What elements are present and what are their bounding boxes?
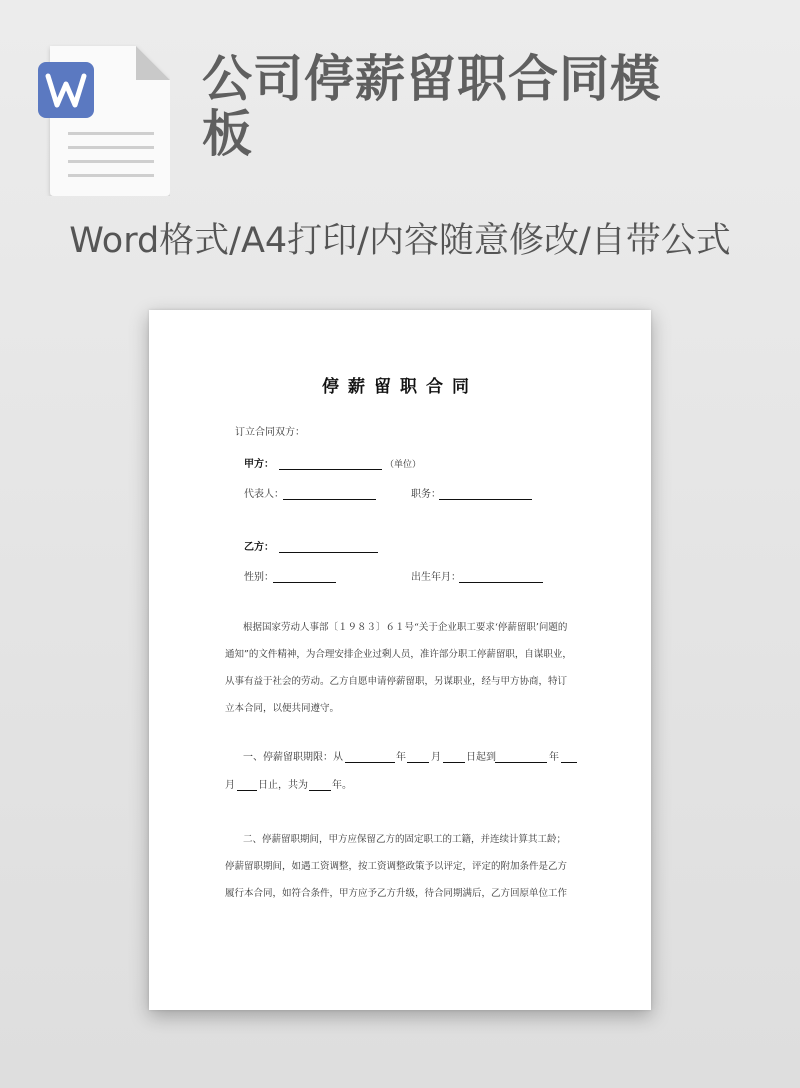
position-label: 职务：: [411, 489, 441, 500]
clause1-prefix: 一、停薪留职期限：从: [243, 752, 343, 763]
representative-blank: [283, 499, 376, 500]
page-title: 公司停薪留职合同模板: [202, 50, 661, 163]
page-subtitle: Word格式/A4打印/内容随意修改/自带公式: [69, 221, 731, 261]
clause1-end: 日止，共为: [258, 780, 308, 791]
party-a-label: 甲方：: [244, 459, 274, 470]
party-b-label: 乙方：: [244, 542, 274, 553]
party-b-blank: [279, 552, 378, 553]
party-a-unit-note: （单位）: [385, 460, 422, 470]
preamble-line: 从事有益于社会的劳动。乙方自愿申请停薪留职，另谋职业，经与甲方协商，特订: [225, 676, 568, 687]
clause1-blank-end-day: [237, 790, 257, 791]
clause1-blank-month: [407, 762, 429, 763]
party-a-blank: [279, 469, 382, 470]
preamble-line: 立本合同，以便共同遵守。: [225, 703, 340, 714]
preamble-line: 根据国家劳动人事部〔１９８３〕６１号“关于企业职工要求‘停薪留职’问题的: [243, 622, 568, 633]
clause1-month: 月: [431, 752, 441, 763]
representative-label: 代表人：: [244, 489, 284, 500]
clause1-blank-end-year: [495, 762, 547, 763]
intro-text: 订立合同双方：: [235, 427, 305, 438]
gender-blank: [273, 582, 336, 583]
clause1-blank-end-month: [561, 762, 577, 763]
birth-label: 出生年月：: [411, 572, 461, 583]
clause1-line2-month: 月: [225, 780, 235, 791]
word-file-icon: [38, 44, 170, 196]
clause1-start: 日起到: [466, 752, 496, 763]
clause2-line: 停薪留职期间，如遇工资调整，按工资调整政策予以评定，评定的附加条件是乙方: [225, 861, 568, 872]
document-preview: [149, 310, 651, 1010]
preamble-line: 通知”的文件精神，为合理安排企业过剩人员，准许部分职工停薪留职，自谋职业，: [225, 649, 572, 660]
clause1-end-year: 年: [549, 752, 559, 763]
clause1-blank-day: [443, 762, 465, 763]
birth-blank: [459, 582, 543, 583]
preamble-paragraph: [225, 614, 579, 722]
clause1-suffix: 年。: [332, 780, 352, 791]
clause1-blank-total: [309, 790, 331, 791]
clause2-paragraph: [225, 826, 579, 907]
clause1-blank-year: [345, 762, 395, 763]
position-blank: [439, 499, 532, 500]
clause2-line: 履行本合同，如符合条件，甲方应予乙方升级，待合同期满后，乙方回原单位工作: [225, 888, 568, 899]
gender-label: 性别：: [244, 572, 274, 583]
clause1-year: 年: [396, 752, 406, 763]
document-title: 停薪留职合同: [322, 377, 478, 397]
clause2-line: 二、停薪留职期间，甲方应保留乙方的固定职工的工籍，并连续计算其工龄；: [243, 834, 567, 845]
